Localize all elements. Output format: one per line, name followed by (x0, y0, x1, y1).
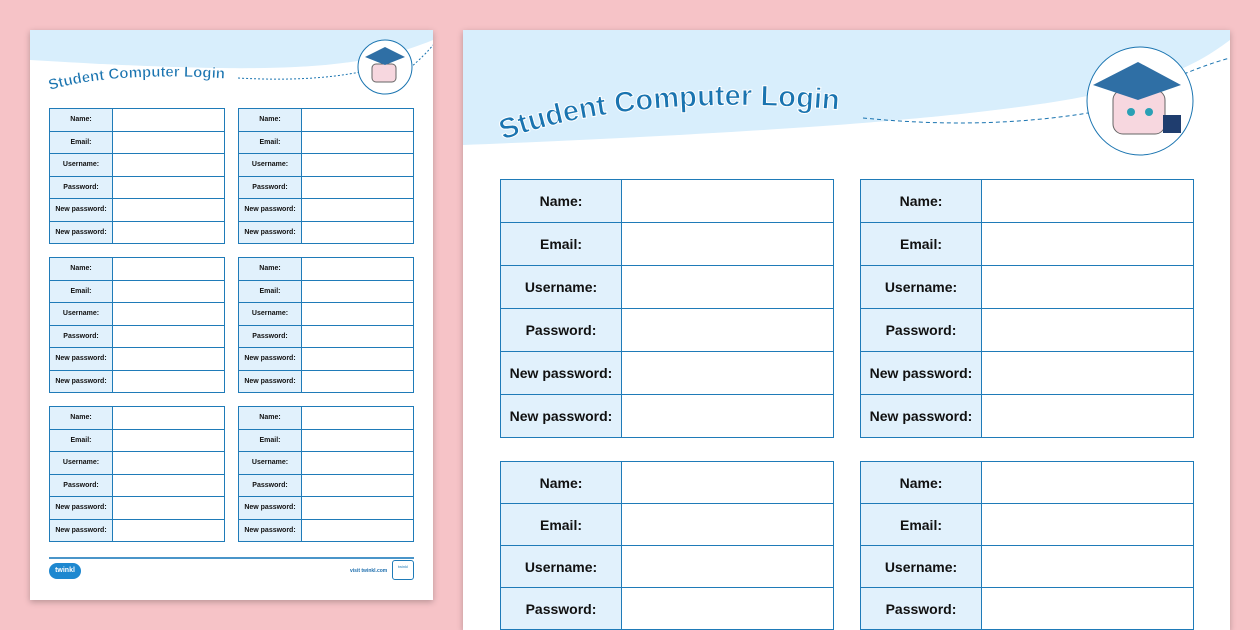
field-label: Name: (501, 180, 622, 223)
field-input-cell[interactable] (113, 176, 225, 199)
form-row (861, 546, 1194, 588)
form-row (239, 109, 414, 132)
form-row (239, 429, 414, 452)
field-label: New password: (50, 370, 113, 393)
field-input-cell[interactable] (622, 395, 834, 438)
field-label: Name: (239, 109, 302, 132)
field-label: New password: (501, 352, 622, 395)
form-row (50, 325, 225, 348)
field-input-cell[interactable] (982, 504, 1194, 546)
field-input-cell[interactable] (982, 352, 1194, 395)
form-row (239, 474, 414, 497)
preview-page-thumbnail (30, 30, 433, 600)
form-row (501, 223, 834, 266)
field-label: Email: (239, 280, 302, 303)
field-label: Name: (861, 462, 982, 504)
field-input-cell[interactable] (982, 462, 1194, 504)
field-input-cell[interactable] (302, 452, 414, 475)
field-input-cell[interactable] (302, 474, 414, 497)
field-input-cell[interactable] (113, 199, 225, 222)
field-label: Password: (239, 474, 302, 497)
form-row (239, 199, 414, 222)
field-input-cell[interactable] (302, 497, 414, 520)
field-input-cell[interactable] (113, 519, 225, 542)
field-label: Email: (501, 504, 622, 546)
form-row (501, 588, 834, 630)
field-input-cell[interactable] (302, 154, 414, 177)
field-label: Email: (861, 223, 982, 266)
field-label: Name: (239, 258, 302, 281)
field-label: New password: (50, 221, 113, 244)
form-row (501, 504, 834, 546)
field-label: New password: (239, 519, 302, 542)
field-label: Username: (501, 546, 622, 588)
field-label: New password: (861, 395, 982, 438)
field-label: Name: (861, 180, 982, 223)
field-label: Username: (861, 266, 982, 309)
field-label: New password: (239, 348, 302, 371)
footer-url[interactable]: visit twinkl.com (350, 568, 388, 574)
field-input-cell[interactable] (982, 180, 1194, 223)
field-label: Password: (239, 325, 302, 348)
form-row (50, 452, 225, 475)
field-input-cell[interactable] (113, 348, 225, 371)
login-form-table (238, 257, 414, 393)
form-row (50, 131, 225, 154)
field-label: Username: (50, 154, 113, 177)
form-row (239, 452, 414, 475)
field-input-cell[interactable] (982, 266, 1194, 309)
form-row (501, 462, 834, 504)
field-label: Email: (501, 223, 622, 266)
field-label: Username: (239, 452, 302, 475)
field-label: New password: (239, 497, 302, 520)
form-row (861, 352, 1194, 395)
field-input-cell[interactable] (302, 176, 414, 199)
form-row (50, 497, 225, 520)
field-input-cell[interactable] (113, 452, 225, 475)
form-row (501, 180, 834, 223)
form-row (239, 154, 414, 177)
form-row (239, 221, 414, 244)
field-input-cell[interactable] (622, 309, 834, 352)
field-label: Username: (239, 303, 302, 326)
form-row (50, 258, 225, 281)
login-form-table (49, 108, 225, 244)
form-row (861, 223, 1194, 266)
field-input-cell[interactable] (113, 131, 225, 154)
field-input-cell[interactable] (302, 325, 414, 348)
field-input-cell[interactable] (982, 223, 1194, 266)
field-input-cell[interactable] (302, 303, 414, 326)
form-row (861, 266, 1194, 309)
form-row (50, 303, 225, 326)
field-label: Username: (50, 303, 113, 326)
field-label: New password: (50, 199, 113, 222)
field-input-cell[interactable] (302, 519, 414, 542)
form-row (50, 474, 225, 497)
login-form-table (49, 406, 225, 542)
field-input-cell[interactable] (113, 497, 225, 520)
field-label: Username: (50, 452, 113, 475)
field-label: New password: (239, 370, 302, 393)
field-input-cell[interactable] (113, 370, 225, 393)
field-label: Email: (239, 429, 302, 452)
field-label: Name: (239, 407, 302, 430)
form-row (239, 497, 414, 520)
field-input-cell[interactable] (982, 309, 1194, 352)
form-row (861, 462, 1194, 504)
field-label: Password: (239, 176, 302, 199)
main-page (463, 30, 1230, 630)
form-row (239, 303, 414, 326)
form-row (861, 180, 1194, 223)
field-input-cell[interactable] (113, 258, 225, 281)
form-row (50, 280, 225, 303)
field-input-cell[interactable] (302, 258, 414, 281)
form-row (239, 258, 414, 281)
field-input-cell[interactable] (302, 370, 414, 393)
field-input-cell[interactable] (113, 109, 225, 132)
field-label: Username: (501, 266, 622, 309)
field-label: New password: (861, 352, 982, 395)
field-input-cell[interactable] (113, 303, 225, 326)
form-row (239, 325, 414, 348)
login-form-table (860, 179, 1194, 438)
form-row (239, 280, 414, 303)
field-input-cell[interactable] (622, 180, 834, 223)
field-input-cell[interactable] (113, 429, 225, 452)
login-form-table (500, 179, 834, 438)
field-label: Name: (501, 462, 622, 504)
form-row (239, 370, 414, 393)
field-input-cell[interactable] (302, 221, 414, 244)
field-input-cell[interactable] (302, 131, 414, 154)
field-label: Username: (239, 154, 302, 177)
form-row (50, 370, 225, 393)
twinkl-logo: twinkl (49, 563, 81, 579)
form-row (50, 176, 225, 199)
field-input-cell[interactable] (302, 280, 414, 303)
field-label: Password: (501, 309, 622, 352)
field-label: Password: (50, 176, 113, 199)
form-row (861, 504, 1194, 546)
field-input-cell[interactable] (302, 109, 414, 132)
field-label: New password: (50, 497, 113, 520)
form-row (50, 429, 225, 452)
field-label: Password: (50, 474, 113, 497)
form-row (50, 407, 225, 430)
form-row (861, 395, 1194, 438)
field-label: Email: (50, 131, 113, 154)
field-label: Username: (861, 546, 982, 588)
login-form-table (49, 257, 225, 393)
form-row (239, 176, 414, 199)
field-input-cell[interactable] (113, 325, 225, 348)
field-label: Name: (50, 258, 113, 281)
field-label: New password: (239, 199, 302, 222)
login-form-table (860, 461, 1194, 630)
field-input-cell[interactable] (622, 266, 834, 309)
field-input-cell[interactable] (113, 221, 225, 244)
field-label: Email: (50, 429, 113, 452)
field-input-cell[interactable] (302, 407, 414, 430)
field-label: New password: (501, 395, 622, 438)
field-input-cell[interactable] (622, 352, 834, 395)
form-row (50, 199, 225, 222)
form-row (239, 131, 414, 154)
field-label: Password: (861, 309, 982, 352)
form-row (50, 348, 225, 371)
field-input-cell[interactable] (982, 588, 1194, 630)
field-label: Password: (501, 588, 622, 630)
field-input-cell[interactable] (302, 199, 414, 222)
footer-divider (49, 557, 414, 559)
form-row (501, 266, 834, 309)
field-input-cell[interactable] (622, 546, 834, 588)
field-input-cell[interactable] (622, 223, 834, 266)
form-row (501, 352, 834, 395)
login-form-table (500, 461, 834, 630)
form-row (239, 407, 414, 430)
login-form-table (238, 406, 414, 542)
field-input-cell[interactable] (622, 462, 834, 504)
field-label: New password: (239, 221, 302, 244)
header-wave (463, 30, 1230, 170)
field-label: Name: (50, 407, 113, 430)
field-label: Email: (861, 504, 982, 546)
field-input-cell[interactable] (622, 504, 834, 546)
field-label: New password: (50, 519, 113, 542)
field-input-cell[interactable] (982, 395, 1194, 438)
form-row (239, 519, 414, 542)
field-input-cell[interactable] (302, 348, 414, 371)
field-input-cell[interactable] (113, 474, 225, 497)
form-row (501, 395, 834, 438)
svg-text:Student Computer Login (47, 64, 226, 94)
field-label: Email: (50, 280, 113, 303)
form-row (861, 309, 1194, 352)
form-row (50, 109, 225, 132)
field-input-cell[interactable] (302, 429, 414, 452)
form-row (50, 221, 225, 244)
login-form-table (238, 108, 414, 244)
field-input-cell[interactable] (113, 280, 225, 303)
quality-badge: twinkl (392, 560, 414, 580)
field-label: Name: (50, 109, 113, 132)
form-row (50, 154, 225, 177)
field-label: Password: (50, 325, 113, 348)
form-row (861, 588, 1194, 630)
page-title: Student Computer Login (46, 63, 226, 94)
field-label: Email: (239, 131, 302, 154)
form-row (501, 309, 834, 352)
form-row (239, 348, 414, 371)
field-label: Password: (861, 588, 982, 630)
field-input-cell[interactable] (982, 546, 1194, 588)
form-row (501, 546, 834, 588)
form-row (50, 519, 225, 542)
field-input-cell[interactable] (622, 588, 834, 630)
field-label: New password: (50, 348, 113, 371)
field-input-cell[interactable] (113, 407, 225, 430)
field-input-cell[interactable] (113, 154, 225, 177)
page-title: Student Computer Login (494, 80, 841, 147)
